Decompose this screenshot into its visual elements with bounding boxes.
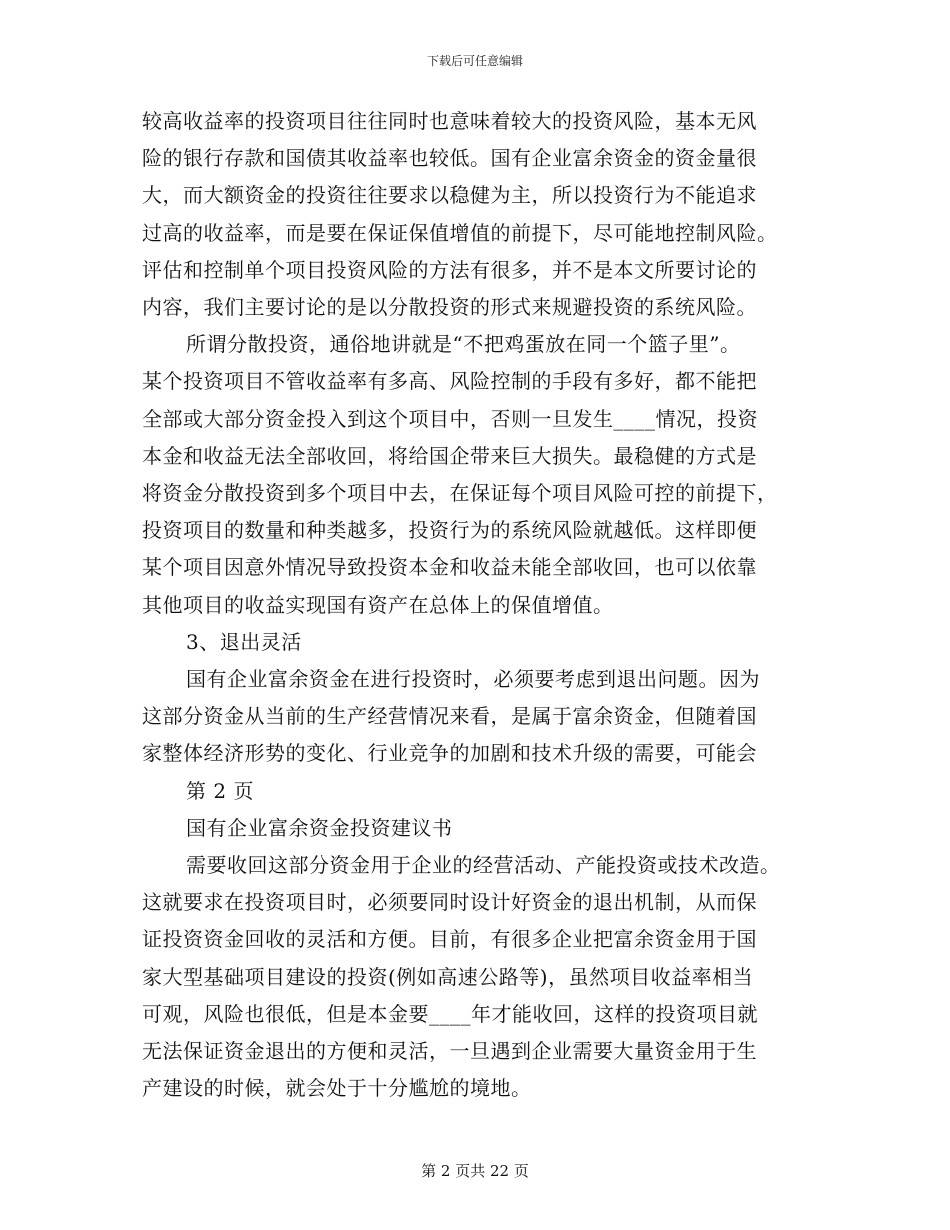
text-line-13: 某个项目因意外情况导致投资本金和收益未能全部收回，也可以依靠 <box>142 555 757 580</box>
text-line-6: 内容，我们主要讨论的是以分散投资的形式来规避投资的系统风险。 <box>142 295 757 320</box>
page-header-note: 下载后可任意编辑 <box>426 54 523 68</box>
text-line-4: 过高的收益率，而是要在保证保值增值的前提下，尽可能地控制风险。 <box>142 220 778 245</box>
document-title-line: 国有企业富余资金投资建议书 <box>186 815 453 840</box>
document-body <box>142 103 822 1107</box>
text-line-16: 国有企业富余资金在进行投资时，必须要考虑到退出问题。因为 <box>186 667 760 692</box>
text-line-26: 无法保证资金退出的方便和灵活，一旦遇到企业需要大量资金用于生 <box>142 1039 757 1064</box>
text-line-8: 某个投资项目不管收益率有多高、风险控制的手段有多好，都不能把 <box>142 369 757 394</box>
text-line-27: 产建设的时候，就会处于十分尴尬的境地。 <box>142 1076 532 1101</box>
text-line-17: 这部分资金从当前的生产经营情况来看，是属于富余资金，但随着国 <box>142 704 757 729</box>
page-footer-number: 第 2 页共 22 页 <box>421 1162 529 1180</box>
section-heading: 3、退出灵活 <box>186 629 302 654</box>
text-line-2: 险的银行存款和国债其收益率也较低。国有企业富余资金的资金量很 <box>142 146 757 171</box>
text-line-21: 需要收回这部分资金用于企业的经营活动、产能投资或技术改造。 <box>186 853 781 878</box>
text-line-5: 评估和控制单个项目投资风险的方法有很多，并不是本文所要讨论的 <box>142 257 757 282</box>
text-line-11: 将资金分散投资到多个项目中去，在保证每个项目风险可控的前提下， <box>142 481 778 506</box>
text-line-9: 全部或大部分资金投入到这个项目中，否则一旦发生____情况，投资 <box>142 406 758 431</box>
text-line-3: 大，而大额资金的投资往往要求以稳健为主，所以投资行为不能追求 <box>142 183 757 208</box>
text-line-22: 这就要求在投资项目时，必须要同时设计好资金的退出机制，从而保 <box>142 890 757 915</box>
text-line-18: 家整体经济形势的变化、行业竞争的加剧和技术升级的需要，可能会 <box>142 741 757 766</box>
text-line-10: 本金和收益无法全部收回，将给国企带来巨大损失。最稳健的方式是 <box>142 443 757 468</box>
text-line-25: 可观，风险也很低，但是本金要____年才能收回，这样的投资项目就 <box>142 1001 758 1026</box>
text-line-14: 其他项目的收益实现国有资产在总体上的保值增值。 <box>142 592 614 617</box>
text-line-12: 投资项目的数量和种类越多，投资行为的系统风险就越低。这样即便 <box>142 518 757 543</box>
text-line-24: 家大型基础项目建设的投资(例如高速公路等)，虽然项目收益率相当 <box>142 964 754 989</box>
inline-page-marker: 第 2 页 <box>186 778 254 803</box>
text-line-7: 所谓分散投资，通俗地讲就是“不把鸡蛋放在同一个篮子里”。 <box>186 332 741 357</box>
text-line-23: 证投资资金回收的灵活和方便。目前，有很多企业把富余资金用于国 <box>142 927 757 952</box>
text-line-1: 较高收益率的投资项目往往同时也意味着较大的投资风险，基本无风 <box>142 109 757 133</box>
